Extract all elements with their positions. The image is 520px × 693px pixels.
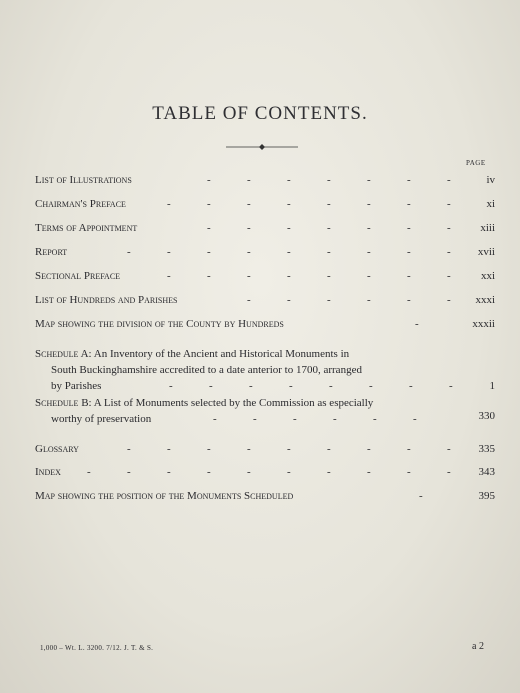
page-title: TABLE OF CONTENTS. [152,103,368,124]
toc-entry-label: Map showing the division of the County by Hundreds [35,318,284,330]
document-page: TABLE OF CONTENTS. PAGE List of Illustrations - - - - - - - iv Chairman's Preface - - - - - - - - xi Terms of Appointment - - - - - - - xiii Report - - - - - - - - - xvii Sectional Preface - - - - - - - - xxi List of Hundreds and Parishes - - - - - - xxxi Map showing the division of the County by Hundreds - xxxii Schedule A: An Inventory of the Ancient and Historical Monuments in South Buckinghamshire accredited to a date anterior to 1700, arranged by Parishes - - - - - - - - 1 Schedule B: A List of Monuments selected by the Commission as especially 330 worthy of preservation - - - - - - Glossary - - - - - - - - - 335 Index - - - - - - - - - - 343 Map showing the position of the Monuments Scheduled - 395 1,000 – Wt. L. 3200. 7/12. J. T. & S. a 2 [0,0,520,693]
schedule-a-page: 1 [489,380,495,392]
toc-entry-label: Report [35,246,68,258]
toc-entry-page: 335 [478,443,495,455]
toc-entry-page: xxxi [475,294,495,306]
toc-entry-schedule-b: Schedule B: A List of Monuments selected by the Commission as especially 330 worthy of preservation - - - - - - [35,397,495,425]
toc-entry-schedule-a: Schedule A: An Inventory of the Ancient and Historical Monuments in South Buckinghamshire accredited to a date anterior to 1700, arranged by Parishes - - - - - - - - 1 [35,348,495,392]
signature-mark: a 2 [472,641,484,652]
toc-entry-page: 343 [478,466,495,478]
toc-entry-label: List of Hundreds and Parishes [35,294,178,306]
toc-entry-page: xvii [477,246,495,258]
schedule-b-line2: worthy of preservation [51,413,152,425]
toc-entry-label: Index [35,466,61,478]
toc-entry-page: xiii [480,222,495,234]
toc-entry-label: List of Illustrations [35,174,132,186]
toc-entry-page: xi [486,198,495,210]
toc-entry-page: xxxii [472,318,495,330]
toc-entry-label: Map showing the position of the Monuments Scheduled [35,490,294,502]
page-column-header: PAGE [466,159,486,167]
toc-entry-page: xxi [480,270,495,282]
schedule-a-line1: : An Inventory of the Ancient and Historical Monuments in [88,348,350,360]
schedule-b-label: Schedule B [35,397,89,409]
toc-entry-label: Glossary [35,443,79,455]
schedule-b-line1: : A List of Monuments selected by the Commission as especially [88,397,374,409]
toc-entry-page: iv [486,174,495,186]
toc-entry-label: Terms of Appointment [35,222,138,234]
ornament-divider [226,144,298,150]
printer-imprint: 1,000 – Wt. L. 3200. 7/12. J. T. & S. [40,644,154,652]
toc-entry-label: Sectional Preface [35,270,121,282]
toc-entry-page: 395 [478,490,495,502]
schedule-b-page: 330 [478,410,495,422]
schedule-a-label: Schedule A [35,348,89,360]
schedule-a-line2: South Buckinghamshire accredited to a date anterior to 1700, arranged [51,364,362,376]
schedule-a-line3: by Parishes [51,380,102,392]
toc-entry-label: Chairman's Preface [35,198,126,210]
